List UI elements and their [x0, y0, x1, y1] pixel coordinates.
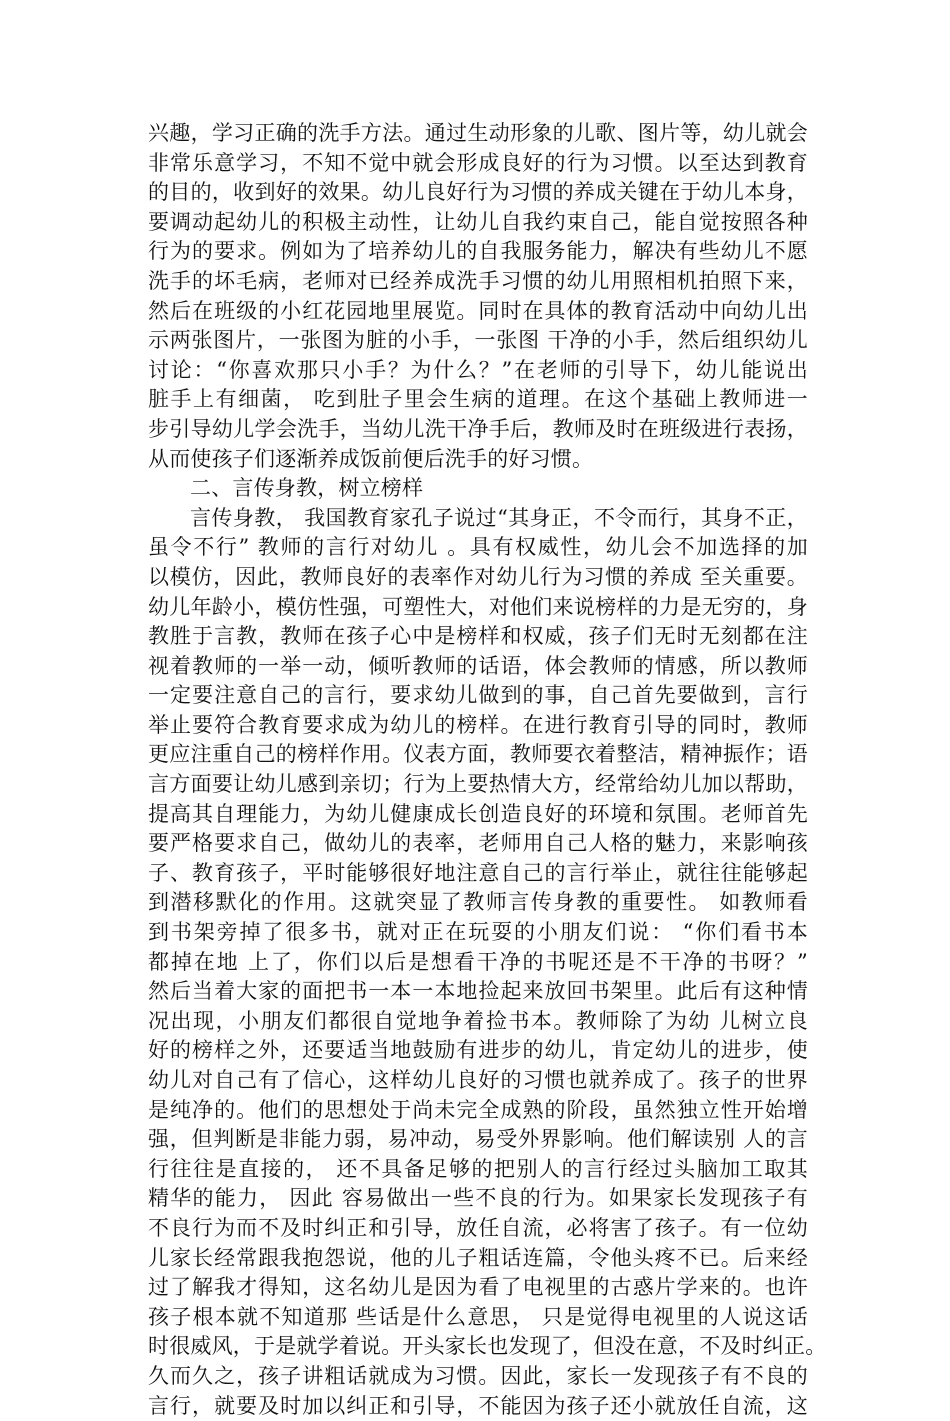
text-line: 都掉在地 上了，你们以后是想看干净的书呢还是不干净的书呀？”: [148, 949, 808, 974]
text-line: 讨论：“你喜欢那只小手？为什么？”在老师的引导下，幼儿能说出: [148, 357, 808, 382]
text-line: 提高其自理能力，为幼儿健康成长创造良好的环境和氛围。老师首先: [148, 801, 808, 826]
text-line: 然后当着大家的面把书一本一本地捡起来放回书架里。此后有这种情: [148, 979, 808, 1004]
text-line: 况出现，小朋友们都很自觉地争着捡书本。教师除了为幼 儿树立良: [148, 1008, 808, 1033]
paragraph-first-line: 言传身教， 我国教育家孔子说过“其身正，不令而行，其身不正，: [190, 505, 808, 530]
text-line: 幼儿对自己有了信心，这样幼儿良好的习惯也就养成了。孩子的世界: [148, 1068, 808, 1092]
text-line: 过了解我才得知，这名幼儿是因为看了电视里的古惑片学来的。也许: [148, 1275, 808, 1300]
text-line: 以模仿，因此，教师良好的表率作对幼儿行为习惯的养成 至关重要。: [148, 564, 808, 589]
text-line: 非常乐意学习，不知不觉中就会形成良好的行为习惯。以至达到教育: [148, 150, 808, 175]
text-line: 言方面要让幼儿感到亲切；行为上要热情大方，经常给幼儿加以帮助，: [148, 772, 808, 797]
text-line: 要调动起幼儿的积极主动性，让幼儿自我约束自己，能自觉按照各种: [148, 209, 808, 234]
paragraph-end-line: 从而使孩子们逐渐养成饭前便后洗手的好习惯。: [148, 446, 594, 471]
text-line: 孩子根本就不知道那 些话是什么意思， 只是觉得电视里的人说这话: [148, 1304, 808, 1329]
text-line: 久而久之，孩子讲粗话就成为习惯。因此，家长一发现孩子有不良的: [148, 1363, 808, 1388]
text-line: 示两张图片，一张图为脏的小手，一张图 干净的小手，然后组织幼儿: [148, 328, 808, 353]
text-line: 儿家长经常跟我抱怨说，他的儿子粗话连篇，令他头疼不已。后来经: [148, 1245, 808, 1270]
text-line: 的目的，收到好的效果。幼儿良好行为习惯的养成关键在于幼儿本身，: [148, 180, 808, 205]
text-line: 举止要符合教育要求成为幼儿的榜样。在进行教育引导的同时，教师: [148, 712, 808, 737]
text-line: 行往往是直接的， 还不具备足够的把别人的言行经过头脑加工取其: [148, 1156, 808, 1181]
body-text: [148, 119, 827, 1421]
text-line: 到潜移默化的作用。这就突显了教师言传身教的重要性。 如教师看: [148, 890, 808, 915]
section-heading: 二、言传身教，树立榜样: [190, 476, 424, 501]
text-line: 强，但判断是非能力弱，易冲动，易受外界影响。他们解读别 人的言: [148, 1127, 808, 1152]
text-line: 然后在班级的小红花园地里展览。同时在具体的教育活动中向幼儿出: [148, 298, 808, 323]
text-line: 步引导幼儿学会洗手，当幼儿洗干净手后，教师及时在班级进行表扬，: [148, 416, 808, 441]
text-line: 视着教师的一举一动，倾听教师的话语，体会教师的情感，所以教师: [148, 653, 808, 678]
text-line: 一定要注意自己的言行，要求幼儿做到的事，自己首先要做到，言行: [148, 683, 808, 708]
text-line: 精华的能力， 因此 容易做出一些不良的行为。如果家长发现孩子有: [148, 1186, 808, 1211]
text-line: 更应注重自己的榜样作用。仪表方面，教师要衣着整洁，精神振作；语: [148, 742, 808, 767]
text-line: 脏手上有细菌， 吃到肚子里会生病的道理。在这个基础上教师进一: [148, 387, 808, 412]
text-line: 到书架旁掉了很多书，就对正在玩耍的小朋友们说： “你们看书本: [148, 920, 808, 945]
text-line: 要严格要求自己，做幼儿的表率，老师用自己人格的魅力，来影响孩: [148, 831, 808, 856]
text-line: 好的榜样之外，还要适当地鼓励有进步的幼儿，肯定幼儿的进步，使: [148, 1038, 808, 1063]
text-line: 时很威风，于是就学着说。开头家长也发现了，但没在意，不及时纠正。: [148, 1334, 827, 1359]
text-line: 是纯净的。他们的思想处于尚未完全成熟的阶段，虽然独立性开始增: [148, 1097, 808, 1122]
text-line: 子、教育孩子，平时能够很好地注意自己的言行举止，就往往能够起: [148, 860, 808, 885]
text-line: 不良行为而不及时纠正和引导，放任自流，必将害了孩子。有一位幼: [148, 1215, 808, 1240]
text-line: 洗手的坏毛病，老师对已经养成洗手习惯的幼儿用照相机拍照下来，: [148, 268, 808, 293]
text-line: 兴趣，学习正确的洗手方法。通过生动形象的儿歌、图片等，幼儿就会: [148, 121, 808, 145]
text-line: 教胜于言教，教师在孩子心中是榜样和权威，孩子们无时无刻都在注: [148, 624, 808, 649]
text-line: 行为的要求。例如为了培养幼儿的自我服务能力，解决有些幼儿不愿: [148, 239, 808, 264]
text-line: 虽令不行” 教师的言行对幼儿 。具有权威性，幼儿会不加选择的加: [148, 535, 808, 560]
text-line: 幼儿年龄小，模仿性强，可塑性大，对他们来说榜样的力是无穷的，身: [148, 594, 808, 619]
text-line: 言行，就要及时加以纠正和引导，不能因为孩子还小就放任自流，这: [148, 1393, 808, 1418]
